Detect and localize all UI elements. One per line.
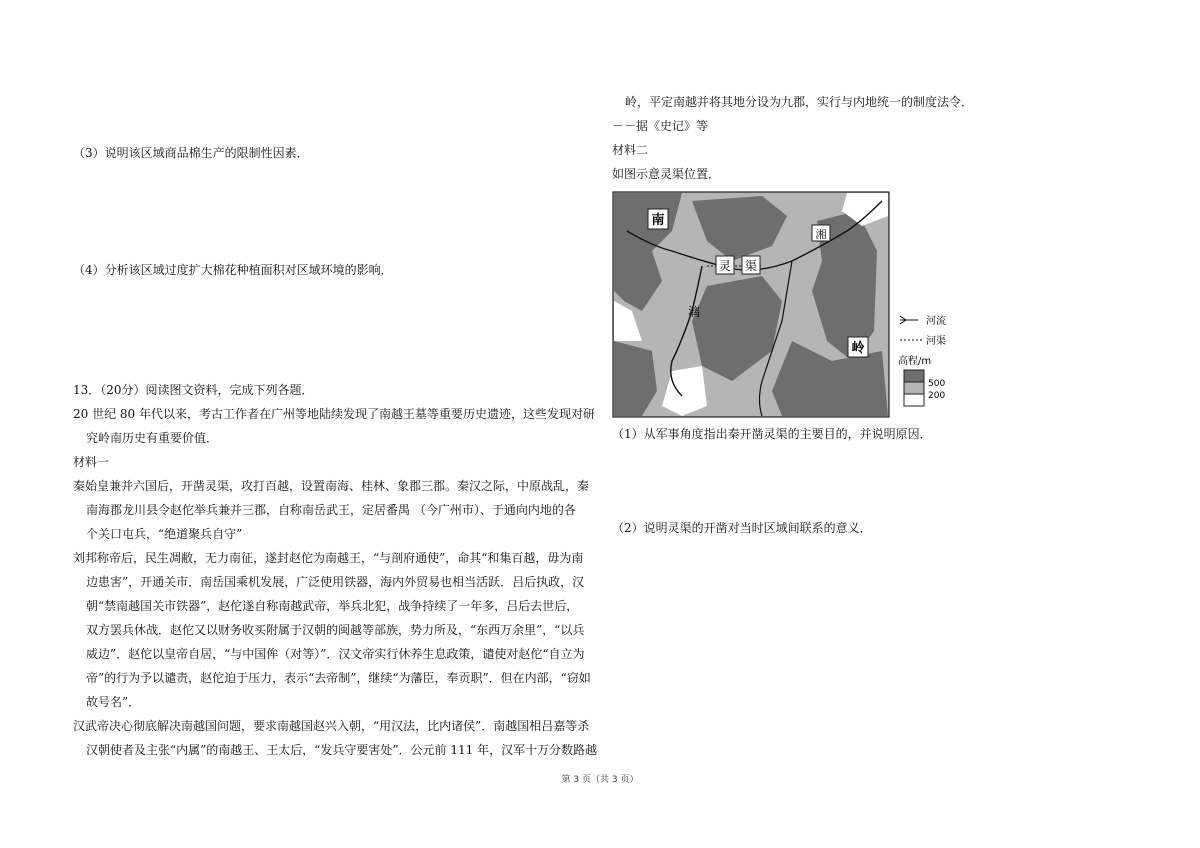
material-1-line: 边患害”，开通关市．南岳国乘机发展，广泛使用铁器，海内外贸易也相当活跃．吕后执政，汉 xyxy=(86,575,585,589)
label-ling-qu-1: 灵 xyxy=(718,259,732,273)
material-1-label: 材料一 xyxy=(73,455,110,469)
question-3: （3）说明该区域商品棉生产的限制性因素． xyxy=(73,146,309,160)
question-13-block xyxy=(73,378,598,762)
material-2-label: 材料二 xyxy=(612,143,649,157)
material-1-line: 汉武帝决心彻底解决南越国问题，要求南越国赵兴入朝，“用汉法，比内诸侯”．南越国相吕嘉等杀 xyxy=(73,719,590,733)
legend-elev: 高程/m xyxy=(898,356,932,367)
source-line: －－据《史记》等 xyxy=(612,119,709,133)
label-li: 漓 xyxy=(687,305,701,319)
legend-swatch-high xyxy=(904,370,924,382)
material-1-line: 双方罢兵休战．赵佗又以财务收买附属于汉朝的闽越等部族，势力所及，“东西万余里”，“以兵 xyxy=(86,623,585,637)
intro-line: 究岭南历史有重要价值． xyxy=(86,431,219,445)
question-4: （4）分析该区域过度扩大棉花种植面积对区域环境的影响． xyxy=(73,263,393,277)
intro-line: 20 世纪 80 年代以来，考古工作者在广州等地陆续发现了南越王墓等重要历史遗迹，这些发现对研 xyxy=(73,407,595,421)
map-legend xyxy=(896,314,976,414)
material-1-line: 刘邦称帝后，民生凋敝，无力南征，遂封赵佗为南越王，“与剖府通使”，命其“和集百越，毋为南 xyxy=(73,551,584,565)
material-1-line: 南海郡龙川县令赵佗举兵兼并三郡，自称南岳武王，定居番禺 （今广州市）、于通向内地的各 xyxy=(86,503,576,517)
material-1-line: 帝”的行为予以谴责，赵佗迫于压力，表示“去帝制”，继续“为藩臣，奉贡职”．但在内部，“窃如 xyxy=(86,671,591,685)
material-2-desc: 如图示意灵渠位置． xyxy=(612,167,721,181)
material-1-line: 汉朝使者及主张“内属”的南越王、王太后，“发兵守要害处”．公元前 111 年，汉军十万分数路越 xyxy=(86,743,598,757)
question-2: （2）说明灵渠的开凿对当时区域间联系的意义． xyxy=(612,521,872,535)
label-nan: 南 xyxy=(651,213,665,228)
legend-river: 河流 xyxy=(926,316,946,327)
label-xiang: 湘 xyxy=(815,228,827,241)
legend-canal: 河渠 xyxy=(926,336,946,347)
question-13-title: 13．（20分）阅读图文资料，完成下列各题． xyxy=(73,383,314,397)
terrain-map-svg xyxy=(612,191,892,419)
legend-svg xyxy=(896,314,976,414)
river-legend-icon xyxy=(900,316,918,324)
legend-swatch-low xyxy=(904,394,924,406)
lingqu-map xyxy=(612,191,892,419)
material-1-line: 威边”．赵佗以皇帝自居，“与中国侔（对等）”．汉文帝实行休养生息政策，谴使对赵佗“自立为 xyxy=(86,647,585,661)
material-1-line: 秦始皇兼并六国后，开凿灵渠，攻打百越，设置南海、桂林、象郡三郡。秦汉之际，中原战乱，秦 xyxy=(73,479,590,493)
label-ling: 岭 xyxy=(851,341,865,356)
material-1-line: 故号名”． xyxy=(86,695,141,709)
legend-200: 200 xyxy=(928,391,946,401)
legend-500: 500 xyxy=(928,379,946,389)
page-footer: 第 3 页（共 3 页） xyxy=(561,775,639,785)
question-1: （1）从军事角度指出秦开凿灵渠的主要目的，并说明原因． xyxy=(612,427,932,441)
continued-line: 岭，平定南越并将其地分设为九郡，实行与内地统一的制度法令． xyxy=(625,95,974,109)
material-1-line: 朝“禁南越国关市铁器”，赵佗遂自称南越武帝，举兵北犯，战争持续了一年多，吕后去世后， xyxy=(86,599,579,613)
material-1-line: 个关口屯兵，“绝道聚兵自守” xyxy=(86,527,243,541)
label-ling-qu-2: 渠 xyxy=(744,259,758,273)
legend-swatch-mid xyxy=(904,382,924,394)
